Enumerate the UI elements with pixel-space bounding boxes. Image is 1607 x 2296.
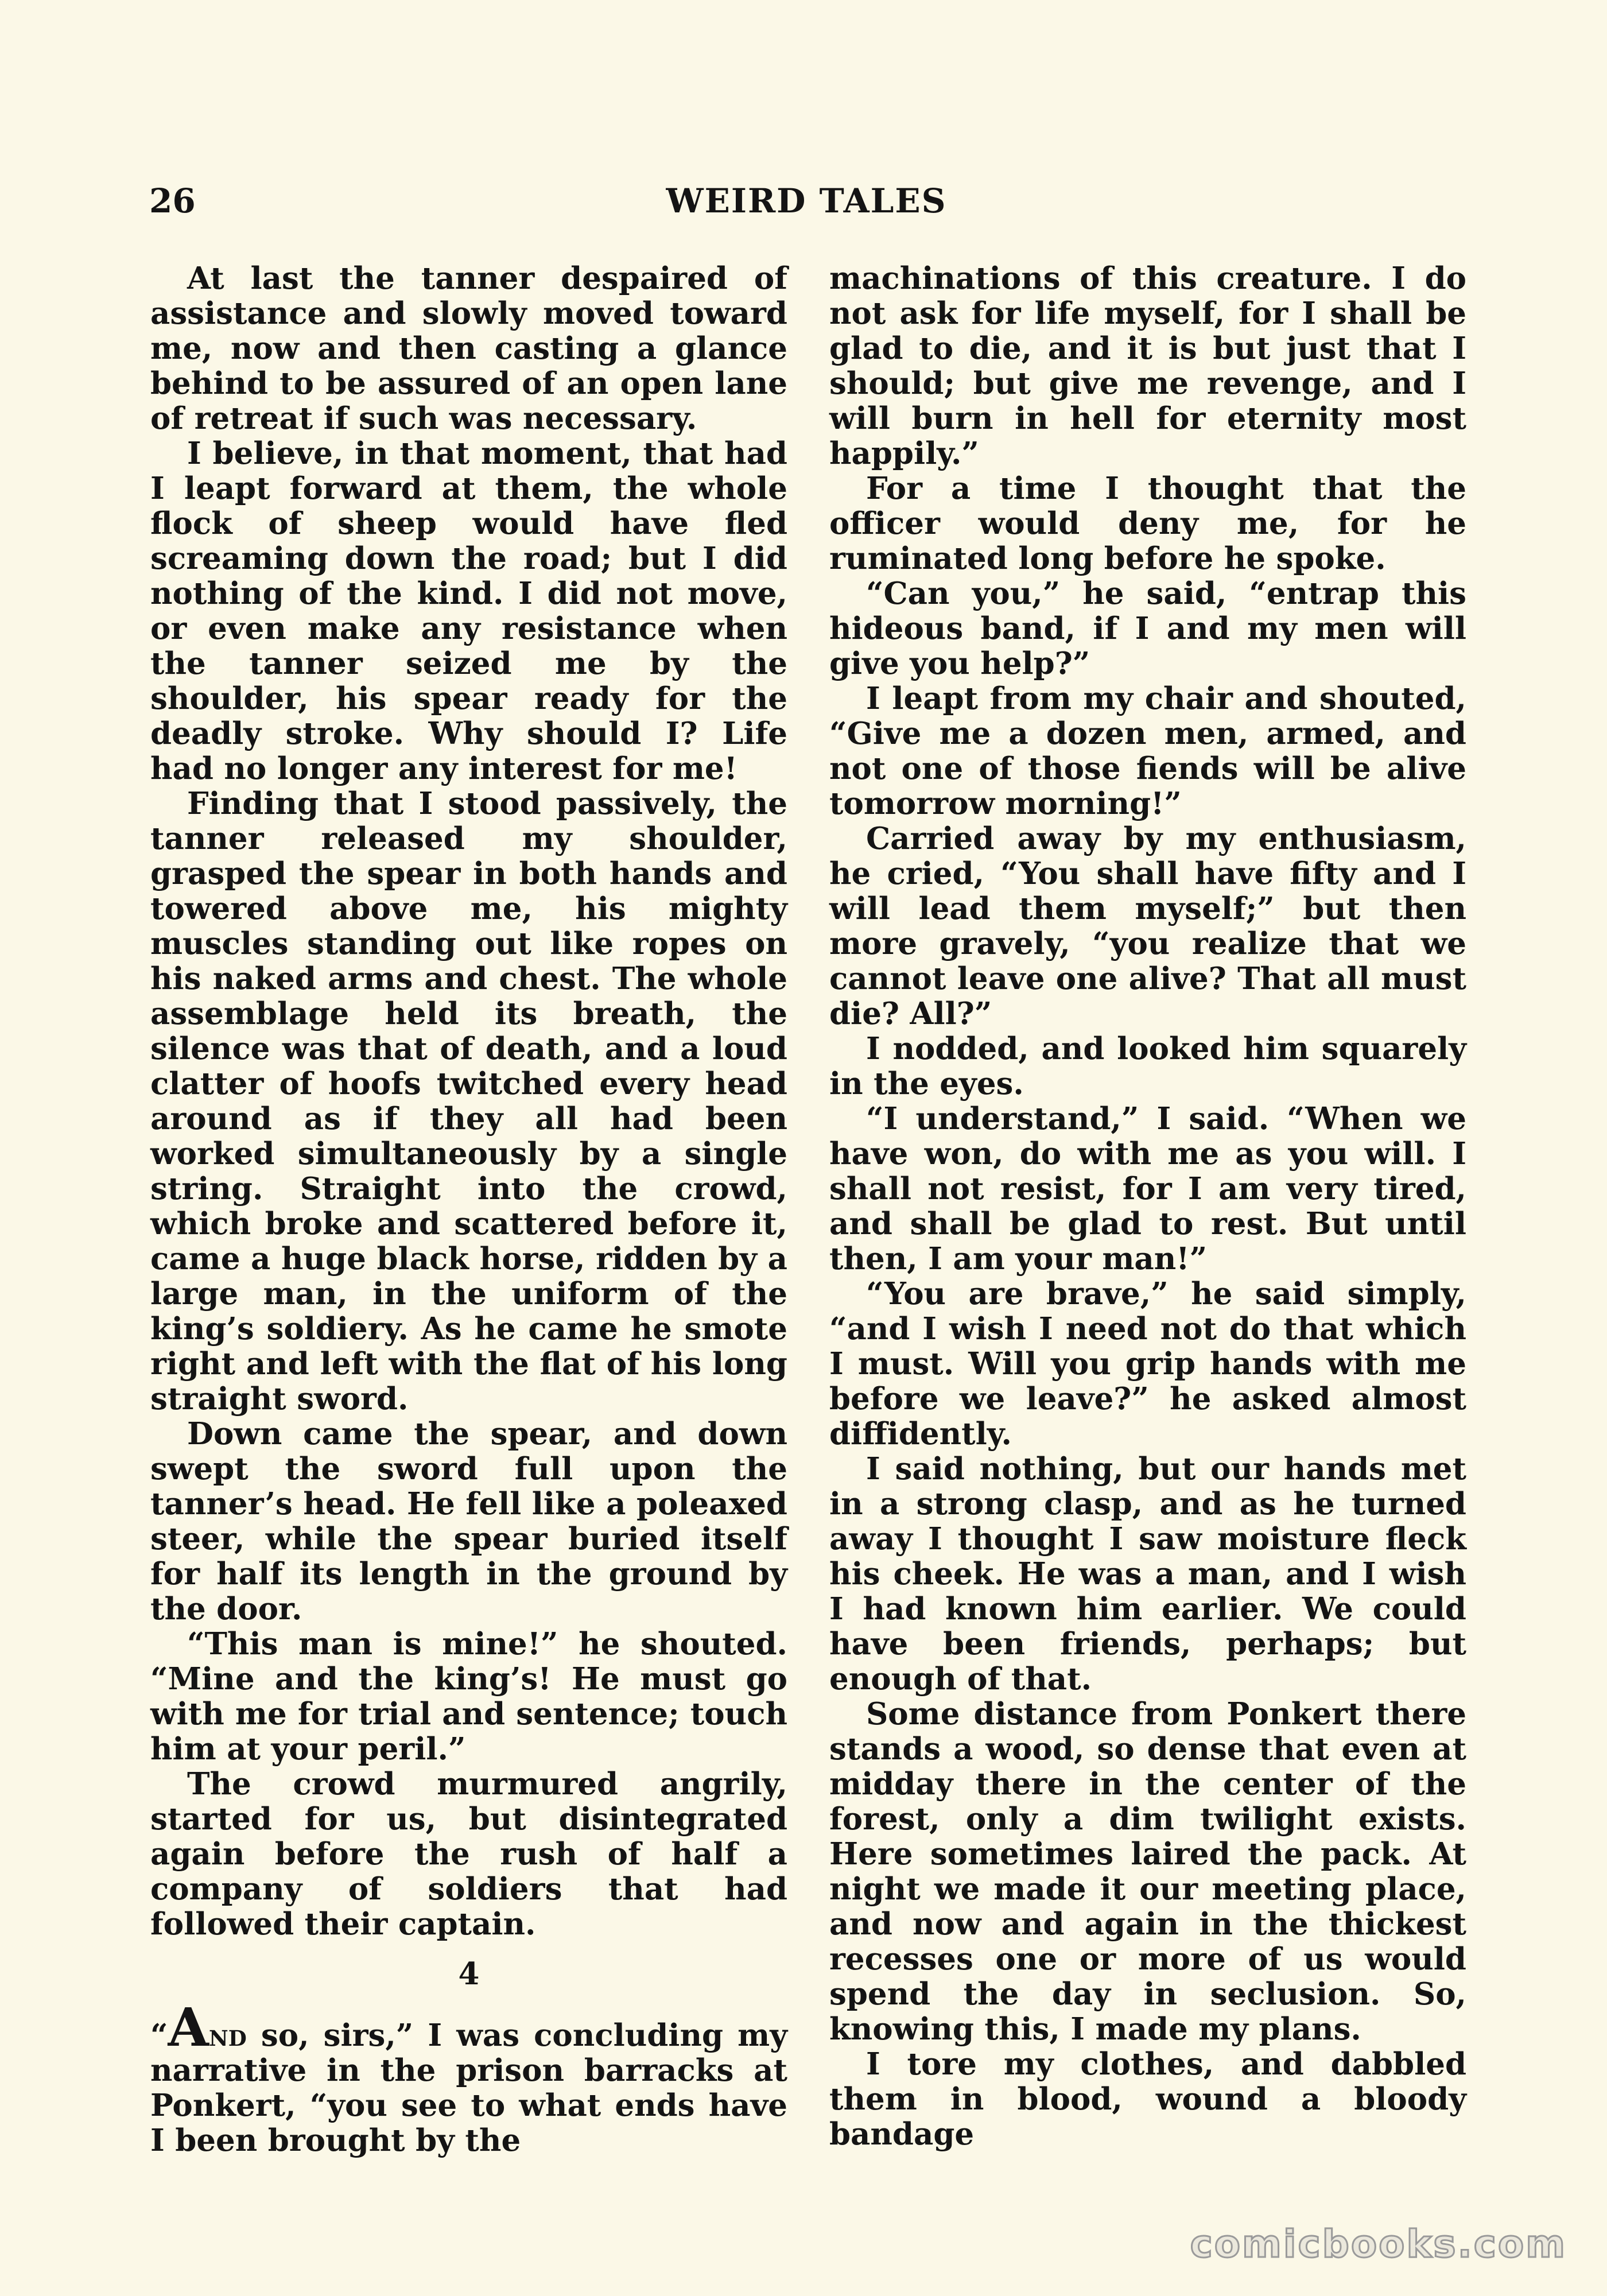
continued-paragraph: machinations of this creature. I do not ask for life myself, for I shall be glad to die, and it is but just that I should; but give me revenge, and I will burn in hell for eternity most happily.” bbox=[829, 261, 1466, 471]
left-column bbox=[150, 261, 787, 2158]
paragraph: “You are brave,” he said simply, “and I wish I need not do that which I must. Will you grip hands with me before we leave?” he asked almost diffidently. bbox=[829, 1276, 1466, 1452]
paragraph: I believe, in that moment, that had I leapt forward at them, the whole flock of sheep would have fled screaming down the road; but I did nothing of the kind. I did not move, or even make any resistance when the tanner seized me by the shoulder, his spear ready for the deadly stroke. Why should I? Life had no longer any interest for me! bbox=[150, 436, 787, 786]
paragraph: I nodded, and looked him squarely in the eyes. bbox=[829, 1031, 1466, 1102]
paragraph: I leapt from my chair and shouted, “Give me a dozen men, armed, and not one of those fiends will be alive tomorrow morning!” bbox=[829, 681, 1466, 821]
small-caps-word: nd bbox=[208, 2018, 247, 2053]
chapter-opening-paragraph bbox=[150, 1996, 787, 2158]
paragraph: I tore my clothes, and dabbled them in blood, wound a bloody bandage bbox=[829, 2046, 1466, 2152]
page-number: 26 bbox=[149, 181, 196, 220]
paragraph: “This man is mine!” he shouted. “Mine and the king’s! He must go with me for trial and sentence; touch him at your peril.” bbox=[150, 1626, 787, 1767]
paragraph: “Can you,” he said, “entrap this hideous band, if I and my men will give you help?” bbox=[829, 576, 1466, 681]
paragraph: Down came the spear, and down swept the sword full upon the tanner’s head. He fell like a poleaxed steer, while the spear buried itself for half its length in the ground by the door. bbox=[150, 1416, 787, 1627]
paragraph: I said nothing, but our hands met in a strong clasp, and as he turned away I thought I saw moisture fleck his cheek. He was a man, and I wish I had known him earlier. We could have been friends, perhaps; but enough of that. bbox=[829, 1451, 1466, 1697]
page-header bbox=[149, 178, 1464, 224]
watermark: comicbooks.com bbox=[1190, 2222, 1567, 2266]
section-number: 4 bbox=[458, 1956, 480, 1992]
drop-cap: A bbox=[168, 1996, 209, 2058]
right-column bbox=[829, 261, 1466, 2152]
paragraph: Some distance from Ponkert there stands a wood, so dense that even at midday there in the center of the forest, only a dim twilight exists. Here sometimes laired the pack. At night we made it our meeting place, and now and again in the thickest recesses one or more of us would spend the day in seclusion. So, knowing this, I made my plans. bbox=[829, 1696, 1466, 2047]
paragraph: At last the tanner despaired of assistance and slowly moved toward me, now and then casting a glance behind to be assured of an open lane of retreat if such was necessary. bbox=[150, 261, 787, 436]
paragraph: “I understand,” I said. “When we have won, do with me as you will. I shall not resist, for I am very tired, and shall be glad to rest. But until then, I am your man!” bbox=[829, 1101, 1466, 1277]
paragraph-text: so, sirs,” I was concluding my narrative in the prison barracks at Ponkert, “you see to what ends have I been brought by the bbox=[150, 2018, 787, 2158]
paragraph: The crowd murmured angrily, started for us, but disintegrated again before the rush of half a company of soldiers that had followed their captain. bbox=[150, 1766, 787, 1942]
paragraph: Carried away by my enthusiasm, he cried, “You shall have fifty and I will lead them myself;” but then more gravely, “you realize that we cannot leave one alive? That all must die? All?” bbox=[829, 821, 1466, 1031]
paragraph: Finding that I stood passively, the tanner released my shoulder, grasped the spear in both hands and towered above me, his mighty muscles standing out like ropes on his naked arms and chest. The whole assemblage held its breath, the silence was that of death, and a loud clatter of hoofs twitched every head around as if they all had been worked simultaneously by a single string. Straight into the crowd, which broke and scattered before it, came a huge black horse, ridden by a large man, in the uniform of the king’s soldiery. As he came he smote right and left with the flat of his long straight sword. bbox=[150, 786, 787, 1417]
running-title: WEIRD TALES bbox=[666, 181, 947, 220]
paragraph: For a time I thought that the officer would deny me, for he ruminated long before he spoke. bbox=[829, 471, 1466, 576]
opening-quote: “ bbox=[150, 2018, 168, 2053]
